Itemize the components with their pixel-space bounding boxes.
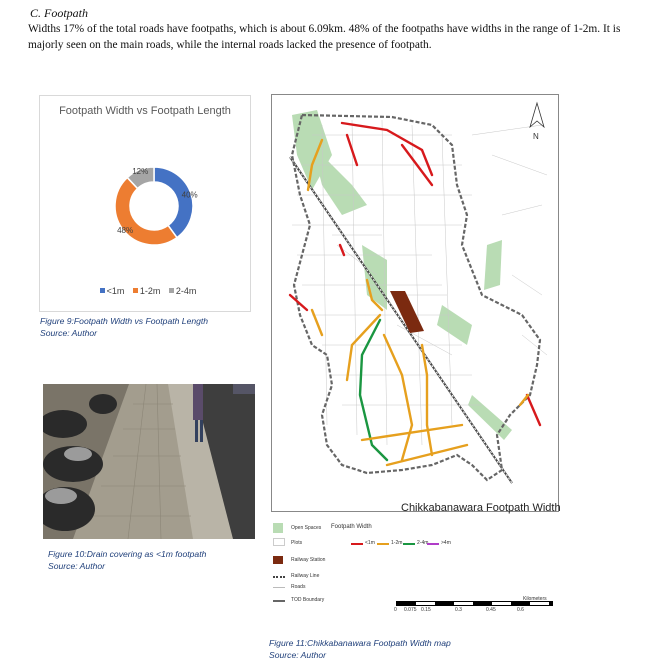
legend-plots: Plots bbox=[291, 540, 303, 546]
chart-title: Footpath Width vs Footpath Length bbox=[59, 105, 231, 117]
legend-swatch-1-2m bbox=[133, 288, 138, 293]
scale-tick-1: 0.075 bbox=[404, 607, 417, 613]
donut-slice-0 bbox=[154, 167, 193, 238]
width-swatch-2-4m bbox=[403, 543, 415, 545]
donut-label-0: 40% bbox=[181, 190, 198, 200]
figure9-caption bbox=[40, 315, 208, 339]
legend-roads: Roads bbox=[291, 584, 306, 590]
plots-swatch bbox=[273, 538, 285, 546]
width-label-gt4m: >4m bbox=[441, 540, 451, 546]
scale-tick-0: 0 bbox=[394, 607, 397, 613]
figure10-source: Source: Author bbox=[48, 561, 106, 571]
figure9-source: Source: Author bbox=[40, 328, 98, 338]
legend-railway-station: Railway Station bbox=[291, 557, 326, 563]
scale-tick-5: 0.6 bbox=[517, 607, 524, 613]
width-label-lt1m: <1m bbox=[365, 540, 375, 546]
section-paragraph: Widths 17% of the total roads have footpaths, which is about 6.09km. 48% of the footpaths have widths in the range of 1-2m. It is majorly seen on the main roads, while the internal roads lacked the presence of footpath. bbox=[28, 23, 621, 51]
width-swatch-lt1m bbox=[351, 543, 363, 545]
width-label-1-2m: 1-2m bbox=[391, 540, 403, 546]
scale-tick-4: 0.45 bbox=[486, 607, 496, 613]
legend-swatch-lt1m bbox=[100, 288, 105, 293]
map-title: Chikkabanawara Footpath Width bbox=[401, 502, 561, 514]
legend-label-1-2m: 1-2m bbox=[139, 286, 161, 296]
roads-swatch bbox=[273, 587, 285, 588]
figure11-source: Source: Author bbox=[269, 650, 327, 660]
legend-footpath-title: Footpath Width bbox=[331, 524, 372, 530]
legend-tod-boundary: TOD Boundary bbox=[291, 597, 325, 603]
donut-label-1: 48% bbox=[117, 225, 134, 235]
figure10-title: Figure 10:Drain covering as <1m footpath bbox=[48, 549, 207, 559]
width-swatch-1-2m bbox=[377, 543, 389, 545]
figure11-title: Figure 11:Chikkabanawara Footpath Width map bbox=[269, 638, 451, 648]
open-spaces bbox=[292, 110, 512, 440]
figure11-caption bbox=[269, 637, 451, 661]
figure10-caption bbox=[48, 548, 206, 572]
railway-swatch bbox=[273, 576, 285, 578]
section-title: C. Footpath bbox=[30, 6, 89, 20]
donut-label-2: 12% bbox=[132, 167, 149, 177]
donut-chart bbox=[39, 95, 251, 312]
footpath-map bbox=[271, 94, 559, 512]
map-legend bbox=[271, 516, 557, 622]
chart-legend bbox=[40, 286, 250, 296]
legend-label-lt1m: <1m bbox=[106, 286, 125, 296]
legend-open-spaces: Open Spaces bbox=[291, 525, 322, 531]
footpath-photo bbox=[43, 384, 255, 539]
open-space-swatch bbox=[273, 523, 283, 533]
map-svg bbox=[272, 95, 558, 511]
legend-railway-line: Railway Line bbox=[291, 573, 320, 579]
legend-label-2-4m: 2-4m bbox=[175, 286, 197, 296]
scale-tick-2: 0.15 bbox=[421, 607, 431, 613]
north-label: N bbox=[533, 132, 539, 141]
figure9-title: Figure 9:Footpath Width vs Footpath Length bbox=[40, 316, 209, 326]
scale-unit: Kilometers bbox=[523, 596, 547, 602]
station-swatch bbox=[273, 556, 283, 564]
tod-swatch bbox=[273, 600, 285, 602]
width-label-2-4m: 2-4m bbox=[417, 540, 429, 546]
legend-swatch-2-4m bbox=[169, 288, 174, 293]
north-arrow-icon bbox=[530, 103, 544, 127]
scale-tick-3: 0.3 bbox=[455, 607, 462, 613]
width-swatch-gt4m bbox=[427, 543, 439, 545]
donut-svg bbox=[40, 96, 250, 281]
